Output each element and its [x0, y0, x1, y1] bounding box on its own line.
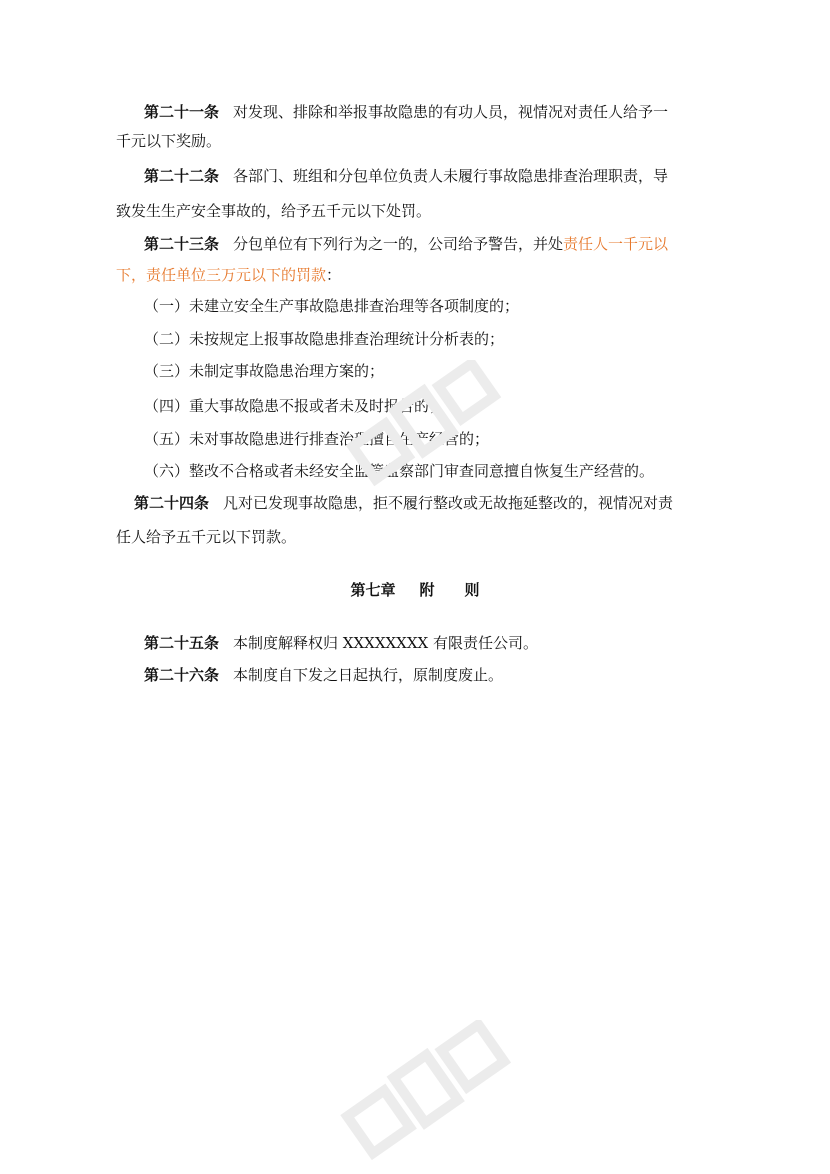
chapter-title: [0, 580, 830, 600]
article-23-tail: ：: [326, 266, 342, 284]
article-21-line-1: [144, 102, 668, 122]
article-22-label: 第二十二条: [144, 167, 220, 185]
list-item: （六）整改不合格或者未经安全监管监察部门审查同意擅自恢复生产经营的。: [144, 462, 655, 480]
article-26-text: 本制度自下发之日起执行，原制度废止。: [233, 666, 504, 684]
list-item: （五）未对事故隐患进行排查治理擅自生产经营的；: [144, 430, 490, 448]
article-26: [144, 665, 503, 685]
chapter-word-1: 附: [419, 581, 435, 599]
article-21-label: 第二十一条: [144, 103, 220, 121]
article-24-label: 第二十四条: [134, 494, 210, 512]
article-22-line-1: [144, 166, 668, 186]
article-22-line-2: 致发生生产安全事故的，给予五千元以下处罚。: [116, 202, 432, 220]
article-24-text: 凡对已发现事故隐患，拒不履行整改或无故拖延整改的，视情况对责: [223, 494, 674, 512]
article-23-highlight-1: 责任人一千元以: [563, 235, 669, 253]
article-24-line-1: [134, 493, 673, 513]
list-item: （二）未按规定上报事故隐患排查治理统计分析表的；: [144, 330, 505, 348]
article-21-line-2: 千元以下奖励。: [116, 132, 222, 150]
chapter-word-2: 则: [464, 581, 480, 599]
article-22-text: 各部门、班组和分包单位负责人未履行事故隐患排查治理职责，导: [233, 167, 669, 185]
article-23-line-1: [144, 234, 668, 254]
article-23-line-2: [116, 265, 341, 285]
article-25-text: 本制度解释权归 XXXXXXXX 有限责任公司。: [233, 634, 538, 652]
article-25: [144, 633, 538, 653]
article-25-label: 第二十五条: [144, 634, 220, 652]
article-23-label: 第二十三条: [144, 235, 220, 253]
list-item: （四）重大事故隐患不报或者未及时报告的；: [144, 397, 445, 415]
list-item: （三）未制定事故隐患治理方案的；: [144, 362, 385, 380]
article-23-text: 分包单位有下列行为之一的，公司给予警告，并处: [233, 235, 564, 253]
article-21-text: 对发现、排除和举报事故隐患的有功人员，视情况对责任人给予一: [233, 103, 669, 121]
article-23-highlight-2: 下，责任单位三万元以下的罚款: [116, 266, 327, 284]
list-item: （一）未建立安全生产事故隐患排查治理等各项制度的；: [144, 297, 520, 315]
article-26-label: 第二十六条: [144, 666, 220, 684]
watermark-mark: [330, 1020, 530, 1170]
article-24-line-2: 任人给予五千元以下罚款。: [116, 528, 297, 546]
chapter-number: 第七章: [350, 581, 396, 599]
